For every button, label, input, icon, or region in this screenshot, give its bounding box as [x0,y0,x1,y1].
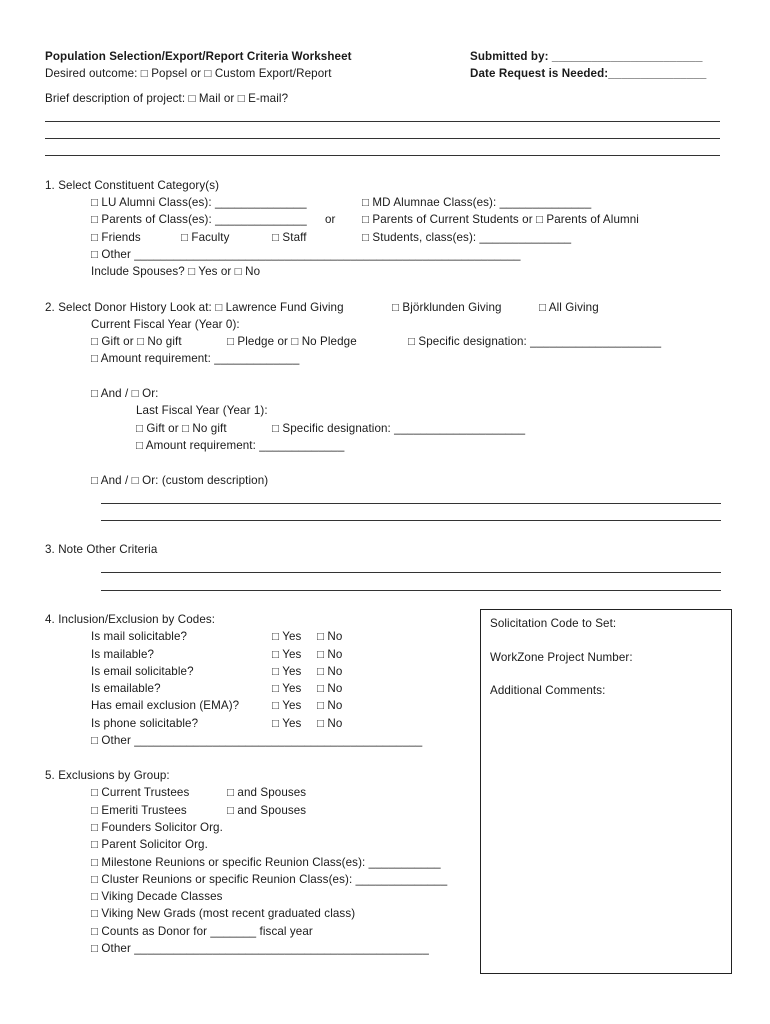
gift-year0-checkbox[interactable]: □ Gift or □ No gift [91,335,182,348]
no-checkbox[interactable]: □ No [317,665,343,678]
no-checkbox[interactable]: □ No [317,648,343,661]
students-checkbox[interactable]: □ Students, class(es): ______________ [362,231,572,244]
section-1-title: 1. Select Constituent Category(s) [45,179,220,192]
other-code-checkbox[interactable]: □ Other ____________________________________________ [91,734,423,747]
submitted-by-field[interactable]: Submitted by: _______________________ [470,50,703,63]
yes-checkbox[interactable]: □ Yes [272,648,302,661]
description-line[interactable] [45,138,720,139]
exclusion-group-checkbox[interactable]: □ Cluster Reunions or specific Reunion Class(es): ______________ [91,873,448,886]
project-description-label[interactable]: Brief description of project: □ Mail or □ E-mail? [45,92,289,105]
other-category-checkbox[interactable]: □ Other ___________________________________________________________ [91,248,521,261]
no-checkbox[interactable]: □ No [317,630,343,643]
yes-checkbox[interactable]: □ Yes [272,665,302,678]
other-criteria-line[interactable] [101,590,721,591]
friends-checkbox[interactable]: □ Friends [91,231,141,244]
bjorklunden-checkbox[interactable]: □ Björklunden Giving [392,301,502,314]
date-needed-field[interactable]: Date Request is Needed:_______________ [470,67,707,80]
section-2-title[interactable]: 2. Select Donor History Look at: □ Lawrence Fund Giving [45,301,344,314]
yes-checkbox[interactable]: □ Yes [272,699,302,712]
solicitation-code-field[interactable]: Solicitation Code to Set: [490,617,617,630]
last-fy-label: Last Fiscal Year (Year 1): [136,404,268,417]
parents-current-checkbox[interactable]: □ Parents of Current Students or □ Parents of Alumni [362,213,639,226]
code-question: Is mail solicitable? [91,630,188,643]
exclusion-group-checkbox[interactable]: □ Other _____________________________________________ [91,942,429,955]
pledge-year0-checkbox[interactable]: □ Pledge or □ No Pledge [227,335,357,348]
description-line[interactable] [45,155,720,156]
description-line[interactable] [45,121,720,122]
staff-checkbox[interactable]: □ Staff [272,231,307,244]
exclusion-group-checkbox[interactable]: □ Viking New Grads (most recent graduated class) [91,907,356,920]
additional-comments-field[interactable]: Additional Comments: [490,684,606,697]
exclusion-group-checkbox[interactable]: □ Milestone Reunions or specific Reunion Class(es): ___________ [91,856,441,869]
md-alumnae-checkbox[interactable]: □ MD Alumnae Class(es): ______________ [362,196,592,209]
code-question: Is phone solicitable? [91,717,199,730]
exclusion-group-checkbox[interactable]: □ Viking Decade Classes [91,890,223,903]
exclusion-group-checkbox[interactable]: □ Counts as Donor for _______ fiscal year [91,925,313,938]
yes-checkbox[interactable]: □ Yes [272,630,302,643]
parents-class-checkbox[interactable]: □ Parents of Class(es): ______________ [91,213,307,226]
code-question: Is emailable? [91,682,161,695]
current-trustees-checkbox[interactable]: □ Current Trustees [91,786,190,799]
all-giving-checkbox[interactable]: □ All Giving [539,301,599,314]
other-criteria-line[interactable] [101,572,721,573]
gift-year1-checkbox[interactable]: □ Gift or □ No gift [136,422,227,435]
no-checkbox[interactable]: □ No [317,717,343,730]
no-checkbox[interactable]: □ No [317,699,343,712]
workzone-project-field[interactable]: WorkZone Project Number: [490,651,633,664]
current-trustees-spouses-checkbox[interactable]: □ and Spouses [227,786,307,799]
custom-description-line[interactable] [101,520,721,521]
designation-year0-checkbox[interactable]: □ Specific designation: ____________________ [408,335,662,348]
exclusion-group-checkbox[interactable]: □ Founders Solicitor Org. [91,821,223,834]
code-question: Is mailable? [91,648,155,661]
faculty-checkbox[interactable]: □ Faculty [181,231,230,244]
desired-outcome-field[interactable]: Desired outcome: □ Popsel or □ Custom Export/Report [45,67,332,80]
amount-year1-checkbox[interactable]: □ Amount requirement: _____________ [136,439,345,452]
andor-2-checkbox[interactable]: □ And / □ Or: (custom description) [91,474,269,487]
section-4-title: 4. Inclusion/Exclusion by Codes: [45,613,216,626]
yes-checkbox[interactable]: □ Yes [272,717,302,730]
yes-checkbox[interactable]: □ Yes [272,682,302,695]
code-question: Is email solicitable? [91,665,194,678]
section-3-title: 3. Note Other Criteria [45,543,158,556]
amount-year0-checkbox[interactable]: □ Amount requirement: _____________ [91,352,300,365]
section-5-title: 5. Exclusions by Group: [45,769,170,782]
staff-use-box [480,609,732,974]
emeriti-trustees-spouses-checkbox[interactable]: □ and Spouses [227,804,307,817]
current-fy-label: Current Fiscal Year (Year 0): [91,318,240,331]
include-spouses-field[interactable]: Include Spouses? □ Yes or □ No [91,265,261,278]
designation-year1-checkbox[interactable]: □ Specific designation: ____________________ [272,422,526,435]
code-question: Has email exclusion (EMA)? [91,699,240,712]
andor-1-checkbox[interactable]: □ And / □ Or: [91,387,159,400]
no-checkbox[interactable]: □ No [317,682,343,695]
worksheet-title: Population Selection/Export/Report Criteria Worksheet [45,50,352,63]
custom-description-line[interactable] [101,503,721,504]
emeriti-trustees-checkbox[interactable]: □ Emeriti Trustees [91,804,187,817]
lu-alumni-checkbox[interactable]: □ LU Alumni Class(es): ______________ [91,196,307,209]
or-label: or [325,213,336,226]
exclusion-group-checkbox[interactable]: □ Parent Solicitor Org. [91,838,208,851]
